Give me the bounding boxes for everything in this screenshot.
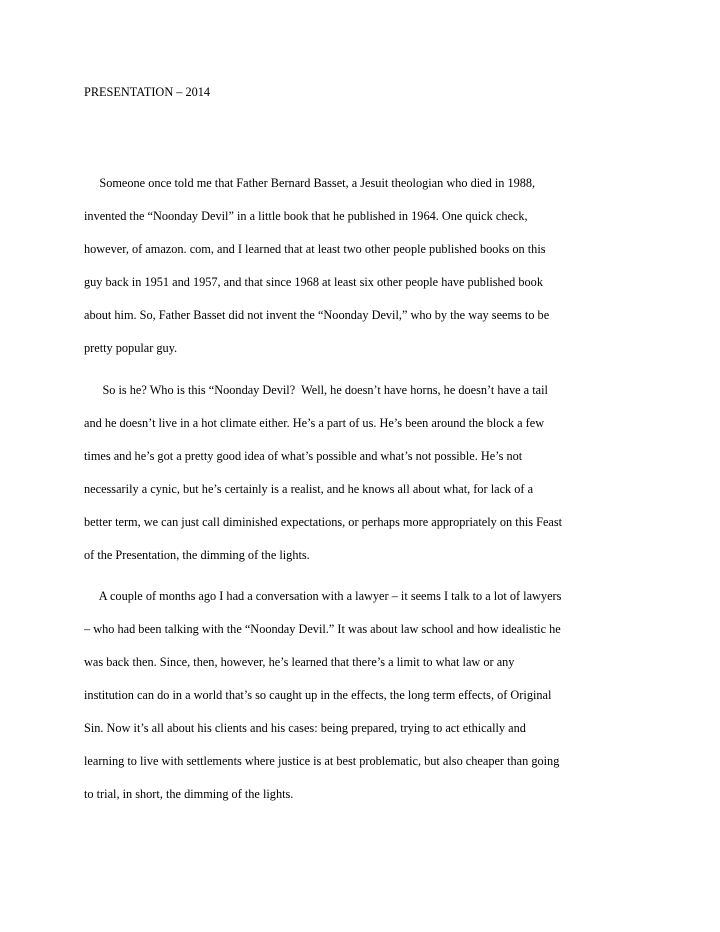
paragraph-3-line-1: A couple of months ago I had a conversation with a lawyer – it seems I talk to a lot of lawyers [84, 589, 562, 603]
paragraph-2-line-2: and he doesn’t live in a hot climate either. He’s a part of us. He’s been around the block a few [84, 416, 545, 430]
paragraph-3-line-2: – who had been talking with the “Noonday Devil.” It was about law school and how idealistic he [84, 622, 561, 636]
paragraph-2-line-1: So is he? Who is this “Noonday Devil? Well, he doesn’t have horns, he doesn’t have a tail [84, 383, 548, 397]
paragraph-3-line-3: was back then. Since, then, however, he’s learned that there’s a limit to what law or any [84, 655, 515, 669]
paragraph-2-line-6: of the Presentation, the dimming of the lights. [84, 548, 310, 562]
paragraph-1-line-3: however, of amazon. com, and I learned that at least two other people published books on this [84, 242, 546, 256]
paragraph-1-line-1: Someone once told me that Father Bernard Basset, a Jesuit theologian who died in 1988, [84, 176, 536, 190]
paragraph-1-line-2: invented the “Noonday Devil” in a little book that he published in 1964. One quick check, [84, 209, 528, 223]
paragraph-3-line-7: to trial, in short, the dimming of the lights. [84, 787, 294, 801]
paragraph-2-line-4: necessarily a cynic, but he’s certainly is a realist, and he knows all about what, for lack of a [84, 482, 534, 496]
paragraph-3-line-6: learning to live with settlements where justice is at best problematic, but also cheaper than going [84, 754, 560, 768]
paragraph-3-line-4: institution can do in a world that’s so caught up in the effects, the long term effects, of Original [84, 688, 552, 702]
paragraph-3-line-5: Sin. Now it’s all about his clients and his cases: being prepared, trying to act ethically and [84, 721, 526, 735]
paragraph-1-line-6: pretty popular guy. [84, 341, 178, 355]
paragraph-2-line-5: better term, we can just call diminished expectations, or perhaps more appropriately on this Feast [84, 515, 563, 529]
paragraph-1-line-4: guy back in 1951 and 1957, and that since 1968 at least six other people have published book [84, 275, 543, 289]
paragraph-1-line-5: about him. So, Father Basset did not invent the “Noonday Devil,” who by the way seems to be [84, 308, 550, 322]
document-title: PRESENTATION – 2014 [84, 85, 211, 99]
paragraph-2-line-3: times and he’s got a pretty good idea of what’s possible and what’s not possible. He’s not [84, 449, 523, 463]
